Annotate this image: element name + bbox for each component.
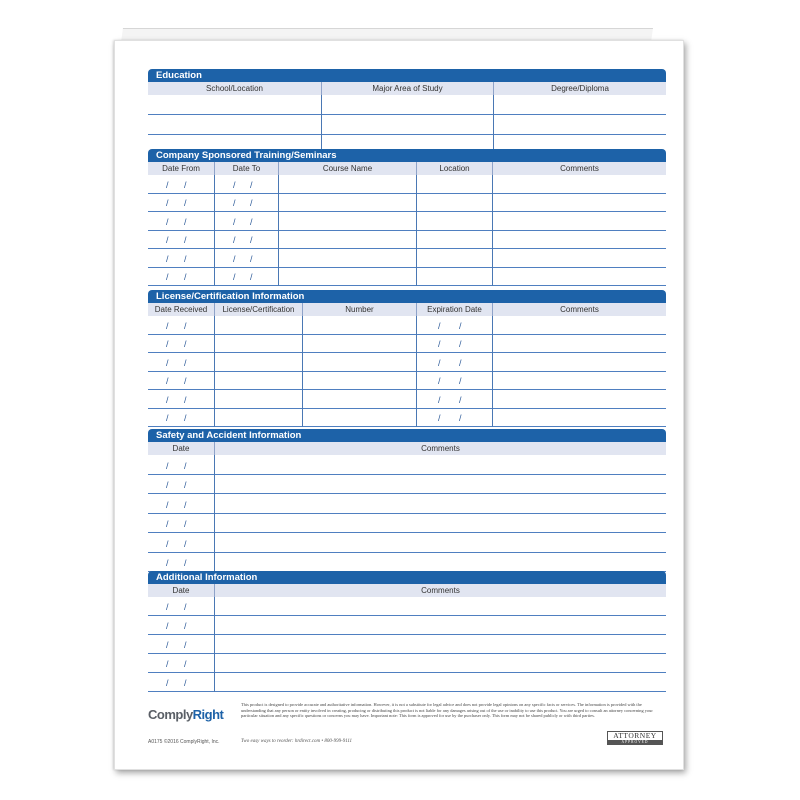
column-header: Date Received [154,305,208,314]
entry-line[interactable] [417,249,492,268]
date-separator: / [184,394,187,405]
entry-line[interactable] [493,316,666,335]
entry-line[interactable] [494,115,666,135]
entry-line[interactable] [148,654,214,673]
entry-column [214,175,278,286]
entry-line[interactable] [417,390,492,409]
date-separator: / [438,320,441,331]
attorney-approved-badge: ATTORNEY APPROVED [607,731,663,745]
entry-line[interactable] [303,372,416,391]
reorder-info: Two easy ways to reorder: hrdirect.com • 800-999-9111 [241,739,352,744]
entry-line[interactable] [148,249,214,268]
column-header-row [148,303,666,316]
date-separator: / [184,621,187,631]
entry-line[interactable] [322,115,493,135]
column-header: Course Name [278,162,416,175]
entry-line[interactable] [493,194,666,213]
entry-line[interactable] [148,115,321,135]
entry-line[interactable] [417,409,492,428]
column-header-row [148,82,666,95]
date-separator: / [184,499,187,510]
date-separator: / [166,272,169,282]
entry-column [416,316,492,427]
entry-line[interactable] [303,316,416,335]
date-separator: / [184,272,187,282]
entry-line[interactable] [148,175,214,194]
entry-line[interactable] [148,455,214,475]
date-separator: / [233,179,236,190]
date-separator: / [459,357,462,368]
date-separator: / [166,621,169,631]
form-code: A0175 ©2016 ComplyRight, Inc. [148,739,220,745]
entry-line[interactable] [279,212,416,231]
entry-rows [148,175,666,286]
entry-line[interactable] [148,494,214,514]
entry-line[interactable] [215,212,278,231]
entry-column [214,316,302,427]
entry-line[interactable] [417,316,492,335]
entry-line[interactable] [417,231,492,250]
column-header: Location [416,162,492,175]
entry-line[interactable] [148,194,214,213]
date-separator: / [166,678,169,688]
complyright-logo: ComplyRight [148,707,224,722]
entry-line[interactable] [148,231,214,250]
section-title: Education [148,69,666,82]
column-header: School/Location [206,84,263,93]
entry-rows [148,95,666,149]
column-header: Expiration Date [416,303,492,316]
entry-column [278,175,416,286]
date-separator: / [184,253,187,264]
entry-column [148,316,214,427]
entry-line[interactable] [148,409,214,428]
section-title: Safety and Accident Information [148,429,666,442]
date-separator: / [166,216,169,227]
entry-line[interactable] [303,353,416,372]
entry-line[interactable] [493,249,666,268]
date-separator: / [166,320,169,331]
date-separator: / [184,678,187,688]
entry-line[interactable] [148,135,321,149]
training-section [148,149,666,286]
entry-line[interactable] [215,533,666,553]
entry-line[interactable] [303,409,416,428]
entry-line[interactable] [215,455,666,475]
entry-line[interactable] [215,514,666,534]
entry-line[interactable] [494,135,666,149]
date-separator: / [233,198,236,208]
entry-line[interactable] [215,635,666,654]
entry-column [148,455,214,572]
entry-line[interactable] [148,268,214,287]
column-header: Date [172,444,190,453]
date-separator: / [233,272,236,282]
date-separator: / [166,394,169,405]
date-separator: / [250,179,253,190]
date-separator: / [459,394,462,405]
entry-line[interactable] [494,95,666,115]
license-section [148,290,666,427]
date-separator: / [184,413,187,423]
entry-line[interactable] [215,390,302,409]
entry-line[interactable] [215,231,278,250]
date-separator: / [184,179,187,190]
entry-column [492,316,666,427]
entry-line[interactable] [493,231,666,250]
section-title: Company Sponsored Training/Seminars [148,149,666,162]
date-separator: / [184,216,187,227]
section-title: License/Certification Information [148,290,666,303]
date-separator: / [438,339,441,349]
entry-line[interactable] [417,353,492,372]
entry-line[interactable] [148,316,214,335]
entry-rows [148,455,666,572]
date-separator: / [166,376,169,386]
entry-line[interactable] [215,494,666,514]
date-separator: / [166,179,169,190]
entry-line[interactable] [417,268,492,287]
entry-column [214,455,666,572]
entry-line[interactable] [215,409,302,428]
entry-column [148,175,214,286]
entry-line[interactable] [148,475,214,495]
date-separator: / [184,538,187,549]
date-separator: / [184,640,187,650]
entry-line[interactable] [148,372,214,391]
column-header: Degree/Diploma [493,82,666,95]
entry-line[interactable] [279,175,416,194]
entry-line[interactable] [215,654,666,673]
date-separator: / [184,659,187,669]
date-separator: / [184,339,187,349]
entry-line[interactable] [322,135,493,149]
entry-line[interactable] [279,194,416,213]
safety-section [148,429,666,572]
entry-line[interactable] [148,335,214,354]
date-separator: / [184,376,187,386]
entry-column [302,316,416,427]
entry-line[interactable] [322,95,493,115]
entry-line[interactable] [279,231,416,250]
entry-line[interactable] [215,175,278,194]
date-separator: / [438,376,441,386]
entry-rows [148,316,666,427]
date-separator: / [459,339,462,349]
column-header: Major Area of Study [321,82,493,95]
entry-line[interactable] [148,533,214,553]
entry-column [148,597,214,692]
column-header: License/Certification [214,303,302,316]
entry-line[interactable] [148,212,214,231]
entry-rows [148,597,666,692]
date-separator: / [166,640,169,650]
entry-line[interactable] [215,475,666,495]
date-separator: / [166,253,169,264]
entry-line[interactable] [417,372,492,391]
education-section [148,69,666,149]
date-separator: / [184,460,187,471]
date-separator: / [233,253,236,264]
date-separator: / [250,253,253,264]
column-header: Number [302,303,416,316]
date-separator: / [233,216,236,227]
date-separator: / [459,320,462,331]
section-title: Additional Information [148,571,666,584]
entry-line[interactable] [215,553,666,573]
date-separator: / [438,357,441,368]
column-header: Date From [162,164,200,173]
entry-line[interactable] [215,597,666,616]
entry-line[interactable] [148,514,214,534]
column-header: Comments [492,303,666,316]
entry-line[interactable] [148,353,214,372]
date-separator: / [250,272,253,282]
date-separator: / [459,376,462,386]
date-separator: / [166,602,169,612]
entry-line[interactable] [215,372,302,391]
entry-line[interactable] [417,335,492,354]
column-header: Date [172,586,190,595]
date-separator: / [184,558,187,568]
entry-line[interactable] [493,390,666,409]
entry-line[interactable] [148,635,214,654]
entry-line[interactable] [493,409,666,428]
date-separator: / [166,499,169,510]
date-separator: / [184,320,187,331]
column-header-row [148,442,666,455]
date-separator: / [184,357,187,368]
entry-line[interactable] [493,372,666,391]
entry-line[interactable] [215,335,302,354]
entry-column [214,597,666,692]
entry-line[interactable] [279,249,416,268]
column-header: Comments [214,442,666,455]
column-header: Comments [214,584,666,597]
date-separator: / [166,659,169,669]
entry-line[interactable] [148,390,214,409]
date-separator: / [233,235,236,245]
entry-line[interactable] [148,673,214,692]
date-separator: / [166,460,169,471]
entry-line[interactable] [215,353,302,372]
entry-line[interactable] [215,249,278,268]
entry-line[interactable] [215,194,278,213]
date-separator: / [184,235,187,245]
entry-line[interactable] [148,616,214,635]
additional-section [148,571,666,692]
entry-line[interactable] [148,597,214,616]
entry-line[interactable] [215,673,666,692]
entry-line[interactable] [279,268,416,287]
entry-line[interactable] [303,335,416,354]
date-separator: / [184,198,187,208]
entry-line[interactable] [148,95,321,115]
entry-line[interactable] [493,175,666,194]
entry-column [416,175,492,286]
date-separator: / [250,216,253,227]
date-separator: / [166,519,169,529]
date-separator: / [166,198,169,208]
column-header-row [148,584,666,597]
entry-line[interactable] [215,316,302,335]
date-separator: / [438,413,441,423]
column-header-row [148,162,666,175]
entry-column [492,175,666,286]
date-separator: / [166,339,169,349]
entry-line[interactable] [303,390,416,409]
entry-line[interactable] [148,553,214,573]
date-separator: / [166,413,169,423]
column-header: Date To [214,162,278,175]
entry-line[interactable] [493,268,666,287]
entry-line[interactable] [215,616,666,635]
entry-line[interactable] [493,212,666,231]
entry-line[interactable] [417,212,492,231]
date-separator: / [184,519,187,529]
legal-disclaimer: This product is designed to provide accurate and authoritative information. However, it is not a substitute for legal advice and does not provide legal opinions on any specific facts or services. The information is provided with the understanding that any person or entity involved in creating, producing or distributing this product is not liable for any damages arising out of the use or inability to use this product. You are urged to consult an attorney concerning your particular situation and any specific questions or concerns you may have. Important note: This form is approved for use by the purchaser only. This form may not be shared publicly or with third parties. [241,702,653,719]
date-separator: / [166,480,169,490]
date-separator: / [459,413,462,423]
date-separator: / [184,602,187,612]
date-separator: / [166,357,169,368]
date-separator: / [250,198,253,208]
date-separator: / [166,558,169,568]
date-separator: / [184,480,187,490]
entry-line[interactable] [417,175,492,194]
entry-line[interactable] [493,353,666,372]
entry-line[interactable] [417,194,492,213]
date-separator: / [250,235,253,245]
date-separator: / [438,394,441,405]
entry-line[interactable] [215,268,278,287]
column-header: Comments [492,162,666,175]
entry-line[interactable] [493,335,666,354]
date-separator: / [166,235,169,245]
date-separator: / [166,538,169,549]
